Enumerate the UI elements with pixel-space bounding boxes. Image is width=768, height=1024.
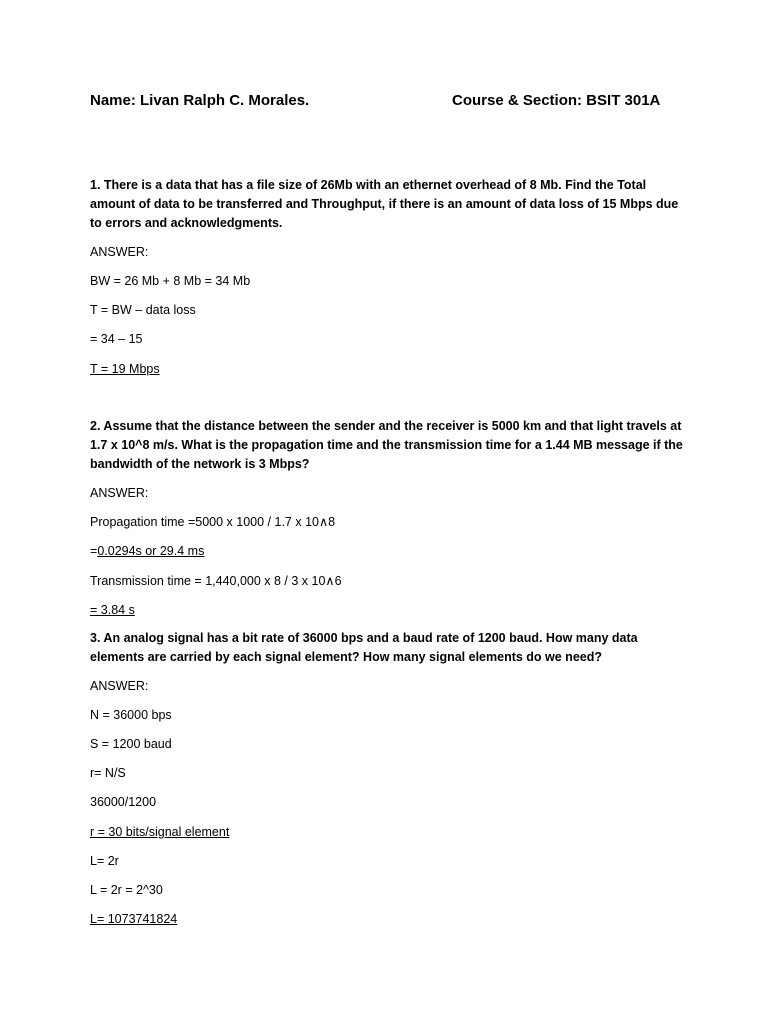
q3-line-2: S = 1200 baud xyxy=(90,737,172,751)
q3-r-result: r = 30 bits/signal element xyxy=(90,825,230,839)
student-name: Name: Livan Ralph C. Morales. xyxy=(90,92,310,109)
q1-line-3: = 34 – 15 xyxy=(90,332,143,346)
q1-line-2: T = BW – data loss xyxy=(90,303,196,317)
q3-line-4: 36000/1200 xyxy=(90,795,157,809)
q2-line-1: Propagation time =5000 x 1000 / 1.7 x 10∧8 xyxy=(90,515,336,529)
q3-line-1: N = 36000 bps xyxy=(90,708,172,722)
q3-line-7: L = 2r = 2^30 xyxy=(90,883,163,897)
q2-propagation-result: 0.0294s or 29.4 ms xyxy=(97,544,205,558)
answer-label-3: ANSWER: xyxy=(90,679,149,693)
q3-line-3: r= N/S xyxy=(90,766,126,780)
question-3: 3. An analog signal has a bit rate of 36000 bps and a baud rate of 1200 baud. How many data elements are carried by each signal element? How many signal elements do we need? xyxy=(90,631,638,664)
question-1: 1. There is a data that has a file size of 26Mb with an ethernet overhead of 8 Mb. Find the Total amount of data to be transferred and Throughput, if there is an amount of data loss of 15 Mbps due to errors and acknowledgments. xyxy=(90,178,679,230)
q3-l-result: L= 1073741824 xyxy=(90,912,178,926)
q3-line-6: L= 2r xyxy=(90,854,119,868)
q1-result: T = 19 Mbps xyxy=(90,362,160,376)
answer-label-1: ANSWER: xyxy=(90,245,149,259)
q1-line-1: BW = 26 Mb + 8 Mb = 34 Mb xyxy=(90,274,251,288)
question-2: 2. Assume that the distance between the sender and the receiver is 5000 km and that light travels at 1.7 x 10^8 m/s. What is the propagation time and the transmission time for a 1.44 MB message if the bandwidth of the network is 3 Mbps? xyxy=(90,419,683,471)
q2-transmission-result: = 3.84 s xyxy=(90,603,135,617)
q2-equals: = xyxy=(90,544,98,558)
document-header xyxy=(90,92,690,112)
course-section: Course & Section: BSIT 301A xyxy=(452,92,661,109)
answer-label-2: ANSWER: xyxy=(90,486,149,500)
q2-line-3: Transmission time = 1,440,000 x 8 / 3 x 10∧6 xyxy=(90,574,342,588)
q2-line-2 xyxy=(90,543,204,559)
